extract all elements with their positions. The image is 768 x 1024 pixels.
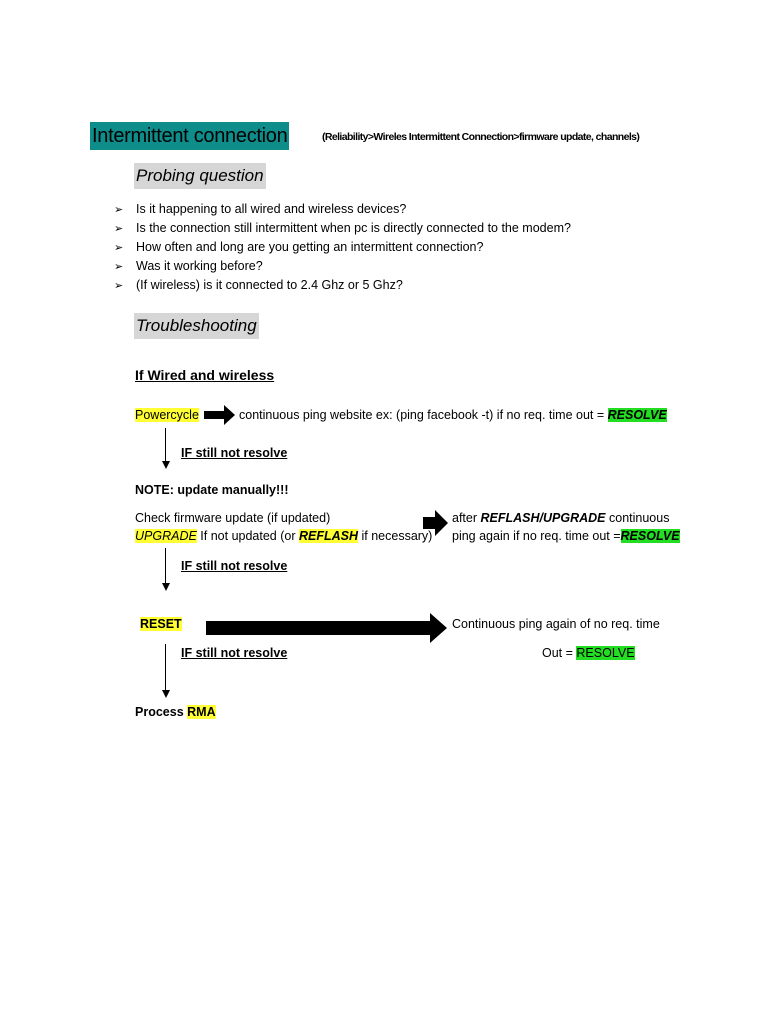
continuous-ping-again: Continuous ping again of no req. time — [452, 617, 660, 631]
list-item: ➢ Is it happening to all wired and wireless devices? — [114, 200, 571, 219]
arrow-down-icon — [162, 583, 170, 591]
arrow-bullet-icon: ➢ — [114, 261, 124, 273]
down-arrow-line — [165, 644, 166, 690]
resolve-badge: RESOLVE — [607, 408, 667, 422]
rma-label: RMA — [187, 705, 216, 719]
if-not-resolve-1: IF still not resolve — [181, 446, 288, 460]
list-item: ➢ How often and long are you getting an intermittent connection? — [114, 238, 571, 257]
upgrade-line: UPGRADE If not updated (or REFLASH if necessary) — [135, 529, 433, 543]
step-powercycle — [135, 406, 199, 424]
step1-text: continuous ping website ex: (ping facebook -t) if no req. time out = RESOLVE — [239, 408, 667, 422]
resolve-badge: RESOLVE — [576, 646, 635, 660]
reset-step — [140, 615, 182, 633]
troubleshooting-heading: Troubleshooting — [134, 313, 259, 339]
check-firmware-text: Check firmware update (if updated) — [135, 511, 331, 525]
page-title: Intermittent connection — [90, 122, 289, 150]
arrow-right-icon — [206, 613, 448, 643]
arrow-right-icon — [423, 510, 449, 536]
reflash-label: REFLASH — [298, 529, 359, 543]
ping-again-line: ping again if no req. time out =RESOLVE — [452, 529, 680, 543]
upgrade-label: UPGRADE — [135, 529, 197, 543]
note-update-manually: NOTE: update manually!!! — [135, 483, 289, 497]
process-rma: Process RMA — [135, 705, 216, 719]
if-not-resolve-2: IF still not resolve — [181, 559, 288, 573]
arrow-bullet-icon: ➢ — [114, 223, 124, 235]
down-arrow-line — [165, 548, 166, 583]
list-item: ➢ (If wireless) is it connected to 2.4 Ghz or 5 Ghz? — [114, 276, 571, 295]
list-item: ➢ Is the connection still intermittent when pc is directly connected to the modem? — [114, 219, 571, 238]
arrow-right-icon — [204, 405, 236, 425]
probing-heading: Probing question — [134, 163, 266, 189]
out-resolve-line: Out = RESOLVE — [542, 646, 635, 660]
powercycle-label: Powercycle — [135, 408, 199, 422]
arrow-bullet-icon: ➢ — [114, 204, 124, 216]
breadcrumb: (Reliability>Wireles Intermittent Connection>firmware update, channels) — [322, 131, 640, 143]
down-arrow-line — [165, 428, 166, 461]
probing-list — [114, 200, 571, 295]
reset-label: RESET — [140, 617, 182, 631]
list-item: ➢ Was it working before? — [114, 257, 571, 276]
after-reflash-line: after REFLASH/UPGRADE continuous — [452, 511, 670, 525]
if-not-resolve-3: IF still not resolve — [181, 646, 288, 660]
arrow-bullet-icon: ➢ — [114, 280, 124, 292]
arrow-down-icon — [162, 461, 170, 469]
resolve-badge: RESOLVE — [620, 529, 680, 543]
subheading-wired-wireless: If Wired and wireless — [135, 367, 275, 383]
arrow-down-icon — [162, 690, 170, 698]
arrow-bullet-icon: ➢ — [114, 242, 124, 254]
